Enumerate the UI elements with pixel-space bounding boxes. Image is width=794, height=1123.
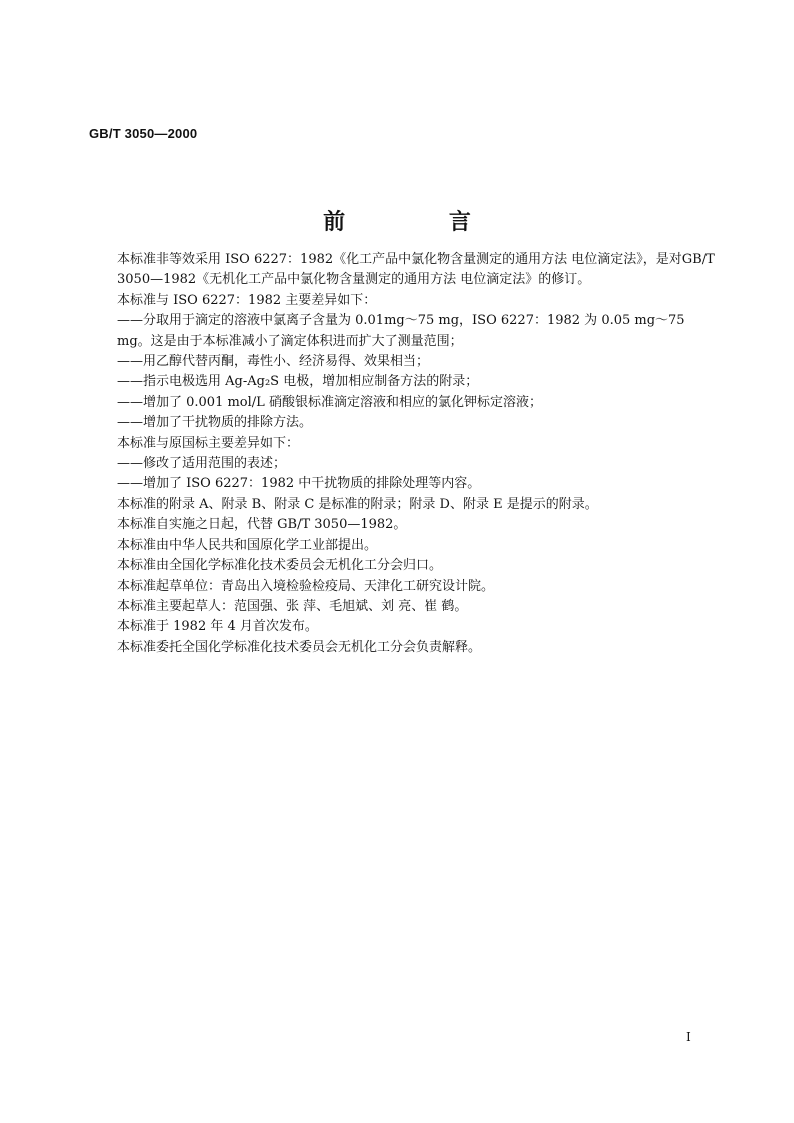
paragraph-old-standard-diff: 本标准与原国标主要差异如下： [117, 435, 300, 451]
paragraph-drafting-units: 本标准起草单位：青岛出入境检验检疫局、天津化工研究设计院。 [117, 578, 495, 594]
paragraph-responsible-committee: 本标准由全国化学标准化技术委员会无机化工分会归口。 [117, 558, 443, 574]
list-item-range: ——分取用于滴定的溶液中氯离子含量为 0.01mg～75 mg，ISO 6227：1982 为 0.05 mg～75 mg。这是由于本标准减小了滴定体积进而扩大了测量范围； [117, 313, 685, 349]
foreword-body [89, 250, 715, 658]
paragraph-interpretation: 本标准委托全国化学标准化技术委员会无机化工分会负责解释。 [117, 639, 482, 655]
paragraph-appendices: 本标准的附录 A、附录 B、附录 C 是标准的附录；附录 D、附录 E 是提示的附录。 [117, 496, 598, 512]
paragraph-replacement: 本标准自实施之日起，代替 GB/T 3050—1982。 [117, 517, 407, 533]
paragraph-drafters: 本标准主要起草人：范国强、张 萍、毛旭斌、刘 亮、崔 鹤。 [117, 598, 468, 614]
list-item-scope: ——修改了适用范围的表述； [117, 456, 287, 472]
list-item-ethanol: ——用乙醇代替丙酮，毒性小、经济易得、效果相当； [117, 354, 430, 370]
list-item-electrode: ——指示电极选用 Ag-Ag₂S 电极，增加相应制备方法的附录； [117, 374, 479, 390]
paragraph-adoption: 本标准非等效采用 ISO 6227：1982《化工产品中氯化物含量测定的通用方法 电位滴定法》，是对GB/T 3050—1982《无机化工产品中氯化物含量测定的通用方法 电位滴定法》的修订。 [117, 252, 715, 288]
paragraph-first-publication: 本标准于 1982 年 4 月首次发布。 [117, 619, 318, 635]
list-item-silver-nitrate: ——增加了 0.001 mol/L 硝酸银标准滴定溶液和相应的氯化钾标定溶液； [117, 394, 542, 410]
page-number: I [686, 1030, 691, 1044]
paragraph-proposer: 本标准由中华人民共和国原化学工业部提出。 [117, 537, 378, 553]
standard-code-header: GB/T 3050—2000 [89, 126, 198, 141]
list-item-interference: ——增加了干扰物质的排除方法。 [117, 415, 313, 431]
page-title: 前 言 [323, 209, 519, 235]
paragraph-iso-diff-intro: 本标准与 ISO 6227：1982 主要差异如下： [117, 292, 377, 308]
list-item-iso-interference: ——增加了 ISO 6227：1982 中干扰物质的排除处理等内容。 [117, 476, 481, 492]
